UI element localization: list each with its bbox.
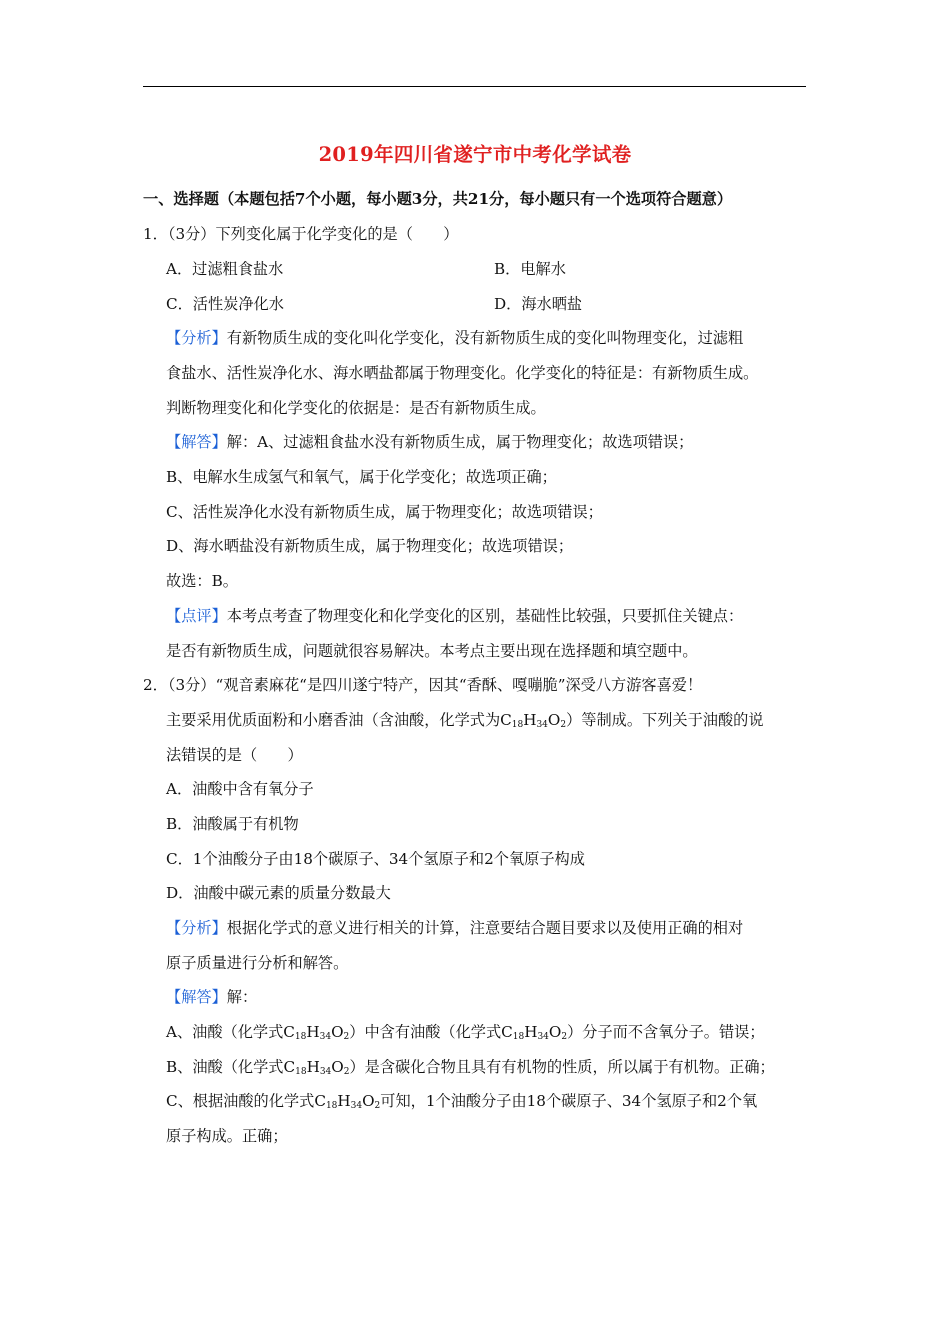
q1-analysis-line: 食盐水、活性炭净化水、海水晒盐都属于物理变化。化学变化的特征是：有新物质生成。 — [166, 364, 759, 382]
formula: $C_{18}H_{34}O_2$ — [283, 1058, 350, 1077]
q2-option-c: C．1个油酸分子由18个碳原子、34个氢原子和2个氧原子构成 — [166, 850, 585, 868]
analysis-tag: 【分析】 — [166, 329, 227, 347]
q2-analysis-line: 【分析】根据化学式的意义进行相关的计算，注意要结合题目要求以及使用正确的相对 — [166, 919, 744, 937]
formula: $C_{18}H_{34}O_2$ — [283, 1023, 350, 1042]
q1-option-b: B．电解水 — [494, 260, 566, 278]
q1-answer-line: C、活性炭净化水没有新物质生成，属于物理变化；故选项错误； — [166, 503, 603, 521]
q1-stem: 1．（3分）下列变化属于化学变化的是（ ） — [143, 225, 459, 243]
q2-option-b: B．油酸属于有机物 — [166, 815, 299, 833]
q1-option-d: D．海水晒盐 — [494, 295, 583, 313]
analysis-tag: 【分析】 — [166, 919, 227, 937]
q1-option-a: A．过滤粗食盐水 — [166, 260, 284, 278]
q2-answer-line: B、油酸（化学式$C_{18}H_{34}O_2$）是含碳化合物且具有有机物的性质，所以属于有机物。正确； — [166, 1058, 775, 1077]
q1-option-c: C．活性炭净化水 — [166, 295, 284, 313]
q1-answer-line: D、海水晒盐没有新物质生成，属于物理变化；故选项错误； — [166, 537, 574, 555]
q2-option-d: D．油酸中碳元素的质量分数最大 — [166, 884, 391, 902]
q2-stem: 2．（3分）“观音素麻花“是四川遂宁特产，因其“香酥、嘎嘣脆”深受八方游客喜爱！ — [143, 676, 703, 694]
q1-analysis-line: 【分析】有新物质生成的变化叫化学变化，没有新物质生成的变化叫物理变化，过滤粗 — [166, 329, 744, 347]
answer-tag: 【解答】 — [166, 988, 227, 1006]
q1-comment-line: 【点评】本考点考查了物理变化和化学变化的区别，基础性比较强，只要抓住关键点： — [166, 607, 744, 625]
q2-answer-line: 【解答】解： — [166, 988, 258, 1006]
comment-tag: 【点评】 — [166, 607, 227, 625]
q1-answer-line: 故选：B。 — [166, 572, 238, 590]
page-title: 2019年四川省遂宁市中考化学试卷 — [318, 143, 632, 166]
formula: $C_{18}H_{34}O_2$ — [501, 1023, 568, 1042]
q1-answer-line: B、电解水生成氢气和氧气，属于化学变化；故选项正确； — [166, 468, 557, 486]
q2-answer-line: C、根据油酸的化学式$C_{18}H_{34}O_2$可知，1个油酸分子由18个碳原子、34个氢原子和2个氧 — [166, 1092, 758, 1111]
formula: $C_{18}H_{34}O_2$ — [500, 711, 567, 730]
q2-stem: 主要采用优质面粉和小磨香油（含油酸，化学式为$C_{18}H_{34}O_2$）等制成。下列关于油酸的说 — [166, 711, 764, 730]
q2-option-a: A．油酸中含有氧分子 — [166, 780, 314, 798]
q1-comment-line: 是否有新物质生成，问题就很容易解决。本考点主要出现在选择题和填空题中。 — [166, 642, 698, 660]
q2-stem: 法错误的是（ ） — [166, 746, 303, 764]
answer-tag: 【解答】 — [166, 433, 227, 451]
q2-answer-line: 原子构成。正确； — [166, 1127, 288, 1145]
header-rule — [143, 86, 806, 87]
q2-answer-line: A、油酸（化学式$C_{18}H_{34}O_2$）中含有油酸（化学式$C_{18}H_{34}O_2$）分子而不含氧分子。错误； — [166, 1023, 765, 1042]
q1-analysis-line: 判断物理变化和化学变化的依据是：是否有新物质生成。 — [166, 399, 546, 417]
q1-answer-line: 【解答】解：A、过滤粗食盐水没有新物质生成，属于物理变化；故选项错误； — [166, 433, 694, 451]
formula: $C_{18}H_{34}O_2$ — [314, 1092, 381, 1111]
section-heading: 一、选择题（本题包括7个小题，每小题3分，共21分，每小题只有一个选项符合题意） — [143, 190, 733, 208]
q2-analysis-line: 原子质量进行分析和解答。 — [166, 954, 349, 972]
